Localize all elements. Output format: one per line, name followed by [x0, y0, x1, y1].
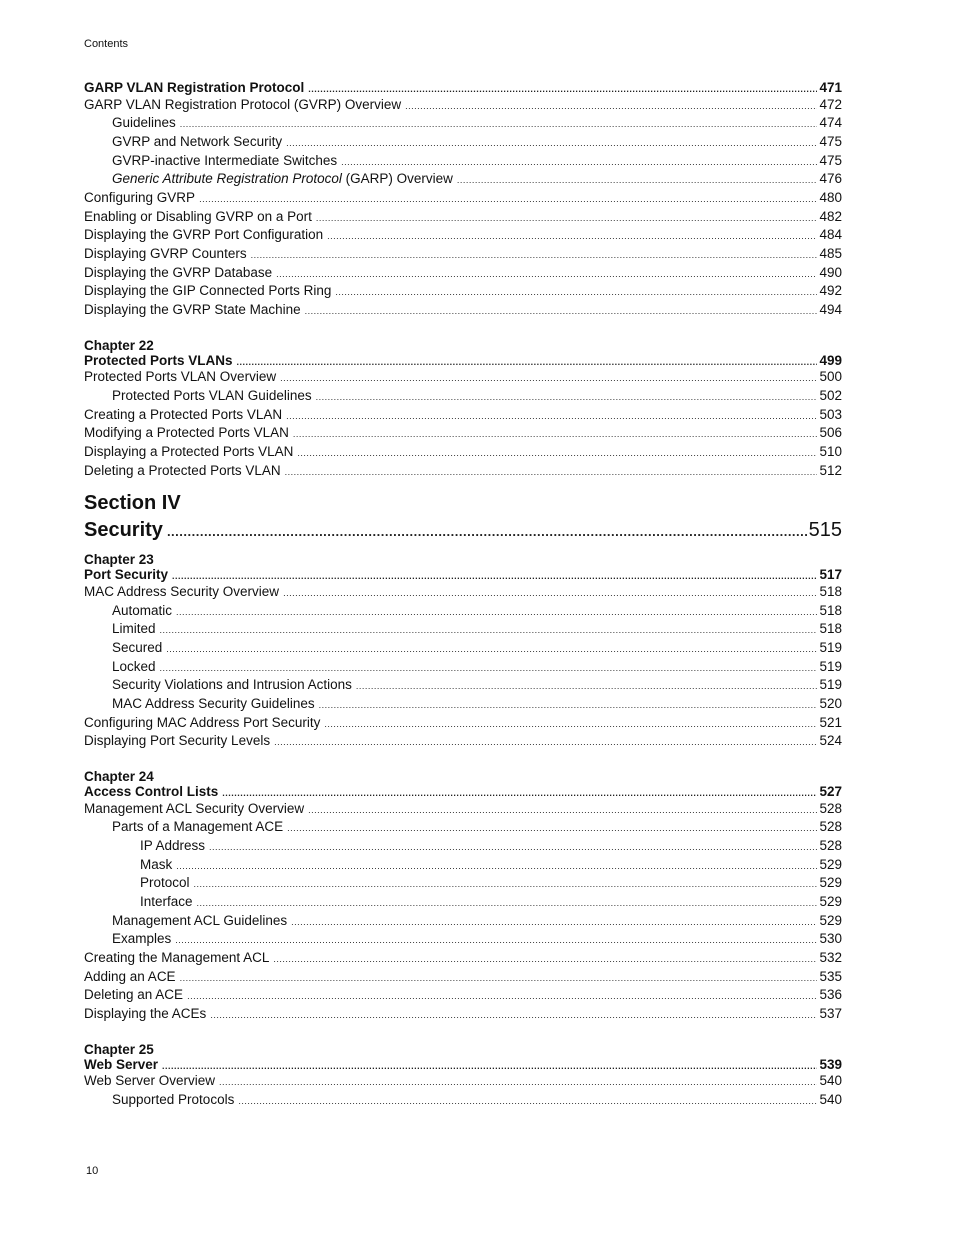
toc-leader [180, 969, 818, 988]
toc-leader [305, 302, 818, 321]
toc-leader [180, 115, 818, 134]
toc-chapter-title[interactable] [84, 353, 842, 369]
toc-entries [84, 800, 842, 1024]
toc-leader [327, 227, 817, 246]
toc-leader [237, 355, 818, 371]
toc-entry-title: Supported Protocols [112, 1092, 235, 1107]
toc-page-number: 484 [819, 227, 842, 243]
toc-entry[interactable] [84, 387, 842, 406]
toc-entry-title: Displaying GVRP Counters [84, 246, 247, 261]
toc-leader [222, 786, 817, 802]
page-number-footer: 10 [86, 1165, 99, 1177]
toc-leader [356, 677, 818, 696]
toc-page-number: 537 [819, 1006, 842, 1022]
toc-entry-title: Displaying the ACEs [84, 1006, 207, 1022]
toc-entries [84, 368, 842, 480]
toc-leader [280, 369, 817, 388]
toc-entry[interactable] [84, 282, 842, 301]
toc-chapter-title[interactable] [84, 1057, 842, 1073]
toc-leader [457, 171, 818, 190]
toc-leader [297, 444, 817, 463]
table-of-contents [84, 80, 842, 1110]
toc-entry[interactable] [84, 818, 842, 837]
toc-entry-title: Interface [140, 894, 193, 909]
toc-page-number: 512 [819, 462, 842, 478]
toc-page-number: 529 [819, 912, 842, 928]
toc-entry-title: Configuring MAC Address Port Security [84, 714, 321, 730]
running-header: Contents [84, 38, 129, 50]
toc-entry[interactable] [84, 837, 842, 856]
spacer [84, 751, 842, 769]
toc-leader [219, 1073, 817, 1092]
toc-entry-title: Deleting a Protected Ports VLAN [84, 462, 281, 478]
section-label: Section IV [84, 492, 181, 515]
toc-entry[interactable] [84, 443, 842, 462]
toc-page-number: 517 [819, 567, 842, 583]
toc-leader [341, 153, 817, 172]
toc-page-number: 529 [819, 894, 842, 909]
chapter-label: Chapter 24 [84, 769, 154, 785]
toc-title-text: Port Security [84, 567, 169, 583]
toc-entry-title: Adding an ACE [84, 968, 176, 984]
toc-entry-title [112, 170, 457, 189]
toc-leader [210, 1006, 817, 1025]
toc-leader [238, 1092, 817, 1111]
toc-page-number: 519 [819, 677, 842, 693]
toc-entry[interactable] [84, 462, 842, 481]
toc-entry[interactable] [84, 1091, 842, 1110]
toc-entry[interactable] [84, 732, 842, 751]
toc-page-number: 490 [819, 264, 842, 280]
chapter-label: Chapter 22 [84, 337, 154, 353]
toc-entry-title: Configuring GVRP [84, 189, 196, 205]
toc-entry-title: MAC Address Security Overview [84, 583, 280, 599]
toc-entry-title: GVRP and Network Security [112, 133, 283, 149]
toc-page-number: 506 [819, 425, 842, 441]
toc-page-number: 518 [819, 602, 842, 618]
toc-entry[interactable] [84, 639, 842, 658]
toc-entry[interactable] [84, 874, 842, 893]
toc-leader [251, 246, 818, 265]
toc-entry[interactable] [84, 368, 842, 387]
toc-entry[interactable] [84, 1072, 842, 1091]
toc-leader [324, 715, 817, 734]
toc-entry[interactable] [84, 949, 842, 968]
toc-entry[interactable] [84, 695, 842, 714]
toc-page-number: 540 [819, 1073, 842, 1089]
toc-page-number: 485 [819, 246, 842, 261]
toc-page-number: 475 [819, 133, 842, 149]
toc-page-number: 527 [819, 784, 842, 800]
toc-leader [335, 283, 817, 302]
toc-entry[interactable] [84, 245, 842, 264]
toc-leader [176, 857, 817, 876]
toc-entry[interactable] [84, 602, 842, 621]
toc-entry[interactable] [84, 226, 842, 245]
toc-entry[interactable] [84, 856, 842, 875]
toc-entry-title-rest: (GARP) Overview [341, 171, 453, 187]
toc-leader [162, 1059, 817, 1075]
toc-entry[interactable] [84, 301, 842, 320]
toc-entry[interactable] [84, 986, 842, 1005]
toc-leader [293, 425, 818, 444]
toc-entry[interactable] [84, 264, 842, 283]
toc-leader [285, 463, 818, 482]
toc-entry-title: Management ACL Security Overview [84, 800, 305, 816]
toc-entry-title: IP Address [140, 837, 206, 853]
toc-entry-title: Automatic [112, 602, 173, 618]
toc-leader [291, 913, 817, 932]
spacer [84, 1024, 842, 1042]
toc-entry-title: MAC Address Security Guidelines [112, 696, 315, 711]
toc-page-number: 482 [819, 208, 842, 224]
toc-page-number: 532 [819, 950, 842, 966]
toc-title-text: GARP VLAN Registration Protocol [84, 80, 305, 95]
toc-entry[interactable] [84, 714, 842, 733]
toc-entry-title: Creating the Management ACL [84, 950, 270, 966]
toc-entry-title: GVRP-inactive Intermediate Switches [112, 152, 338, 168]
toc-page-number: 528 [819, 800, 842, 816]
toc-page-number: 530 [819, 931, 842, 947]
toc-page-number: 502 [819, 387, 842, 403]
toc-page-number: 474 [819, 115, 842, 131]
toc-entry[interactable] [84, 583, 842, 602]
toc-page-number: 480 [819, 189, 842, 205]
toc-entry[interactable] [84, 1005, 842, 1024]
toc-page-number: 503 [819, 406, 842, 422]
toc-leader [316, 209, 818, 228]
toc-entry-title: Modifying a Protected Ports VLAN [84, 425, 289, 441]
toc-entry[interactable] [84, 189, 842, 208]
toc-title-text: Protected Ports VLANs [84, 352, 233, 368]
toc-chapter-title[interactable] [84, 784, 842, 800]
toc-entry[interactable] [84, 424, 842, 443]
toc-entry[interactable] [84, 170, 842, 189]
toc-page-number: 510 [819, 444, 842, 459]
toc-entry-title: Management ACL Guidelines [112, 912, 288, 928]
toc-entries [84, 583, 842, 751]
toc-entry[interactable] [84, 114, 842, 133]
toc-page-number: 521 [819, 714, 842, 730]
toc-entry-title: Web Server Overview [84, 1073, 216, 1089]
toc-page-number: 519 [819, 639, 842, 655]
toc-entry-title: Displaying Port Security Levels [84, 733, 271, 749]
toc-page-number: 529 [819, 875, 842, 891]
toc-title-text: Web Server [84, 1056, 159, 1072]
toc-entry[interactable] [84, 800, 842, 819]
toc-leader [276, 265, 817, 284]
toc-entry-title: Protected Ports VLAN Overview [84, 369, 277, 385]
toc-entry[interactable] [84, 208, 842, 227]
toc-leader [175, 931, 817, 950]
toc-entry[interactable] [84, 152, 842, 171]
toc-entry-title: Displaying the GVRP State Machine [84, 302, 301, 318]
toc-entry-title: Parts of a Management ACE [112, 819, 284, 835]
toc-page-number: 528 [819, 837, 842, 853]
toc-leader [160, 621, 818, 640]
toc-page-number: 536 [819, 987, 842, 1003]
toc-leader [160, 659, 818, 678]
toc-entry-title: Examples [112, 931, 172, 947]
toc-entry[interactable] [84, 620, 842, 639]
section-title-row[interactable] [84, 517, 842, 544]
toc-page-number: 472 [819, 96, 842, 112]
toc-entry-title: Secured [112, 639, 163, 655]
toc-leader [319, 696, 818, 715]
toc-page-number: 500 [819, 369, 842, 385]
toc-leader [167, 518, 807, 545]
toc-entry[interactable] [84, 406, 842, 425]
toc-leader [273, 950, 817, 969]
toc-page-number: 528 [819, 819, 842, 835]
toc-page-number: 492 [819, 283, 842, 299]
toc-entry-title: Protocol [140, 875, 190, 891]
toc-page-number: 515 [808, 519, 842, 542]
toc-leader [194, 875, 818, 894]
toc-chapter-title[interactable] [84, 80, 842, 96]
toc-page-number: 499 [819, 352, 842, 368]
toc-page-number: 519 [819, 658, 842, 674]
toc-leader [286, 134, 817, 153]
toc-entry[interactable] [84, 96, 842, 115]
toc-page-number: 494 [819, 302, 842, 318]
toc-page-number: 540 [819, 1092, 842, 1107]
toc-page-number: 471 [819, 80, 842, 95]
chapter-label: Chapter 25 [84, 1041, 154, 1057]
toc-leader [405, 97, 817, 116]
toc-entry[interactable] [84, 676, 842, 695]
toc-entry-title: Creating a Protected Ports VLAN [84, 406, 283, 422]
toc-page-number: 518 [819, 621, 842, 637]
toc-entry-title: Protected Ports VLAN Guidelines [112, 387, 312, 403]
toc-chapter-title[interactable] [84, 567, 842, 583]
toc-page-number: 529 [819, 856, 842, 872]
toc-leader [187, 987, 817, 1006]
spacer [84, 544, 842, 552]
toc-page-number: 524 [819, 733, 842, 749]
toc-entry-title: Deleting an ACE [84, 987, 184, 1003]
toc-page-number: 520 [819, 696, 842, 711]
toc-entry-title: Mask [140, 856, 173, 872]
toc-entry-title: Guidelines [112, 115, 176, 131]
toc-leader [166, 640, 817, 659]
toc-entry[interactable] [84, 133, 842, 152]
toc-leader [199, 190, 817, 209]
toc-entry-title: Displaying the GVRP Database [84, 264, 273, 280]
toc-leader [274, 733, 817, 752]
toc-entry-title: Displaying the GVRP Port Configuration [84, 227, 324, 243]
toc-leader [209, 838, 817, 857]
chapter-label: Chapter 23 [84, 552, 154, 568]
toc-page-number: 535 [819, 968, 842, 984]
toc-page-number: 475 [819, 152, 842, 168]
toc-entry-title: Locked [112, 658, 156, 674]
toc-entry-title: Enabling or Disabling GVRP on a Port [84, 208, 312, 224]
toc-leader [176, 603, 817, 622]
toc-entry[interactable] [84, 658, 842, 677]
toc-entry-title: Limited [112, 621, 156, 637]
toc-page-number: 476 [819, 171, 842, 187]
toc-entry-title: Displaying the GIP Connected Ports Ring [84, 283, 332, 299]
toc-entries [84, 96, 842, 320]
toc-entry-title: Security Violations and Intrusion Actions [112, 677, 352, 693]
spacer [84, 320, 842, 338]
toc-leader [286, 407, 817, 426]
toc-leader [287, 819, 817, 838]
toc-entry-title-italic: Generic Attribute Registration Protocol [112, 171, 342, 187]
toc-page-number: 539 [819, 1056, 842, 1072]
toc-leader [197, 894, 818, 913]
toc-entry-title: Displaying a Protected Ports VLAN [84, 444, 294, 459]
toc-leader [316, 388, 818, 407]
toc-entries [84, 1072, 842, 1109]
toc-leader [283, 584, 817, 603]
toc-entry[interactable] [84, 893, 842, 912]
toc-page-number: 518 [819, 583, 842, 599]
toc-title-text: Access Control Lists [84, 784, 219, 800]
toc-entry[interactable] [84, 930, 842, 949]
toc-leader [308, 801, 817, 820]
section-title: Security [84, 519, 163, 542]
toc-entry[interactable] [84, 912, 842, 931]
toc-entry-title: GARP VLAN Registration Protocol (GVRP) Overview [84, 96, 402, 112]
toc-entry[interactable] [84, 968, 842, 987]
